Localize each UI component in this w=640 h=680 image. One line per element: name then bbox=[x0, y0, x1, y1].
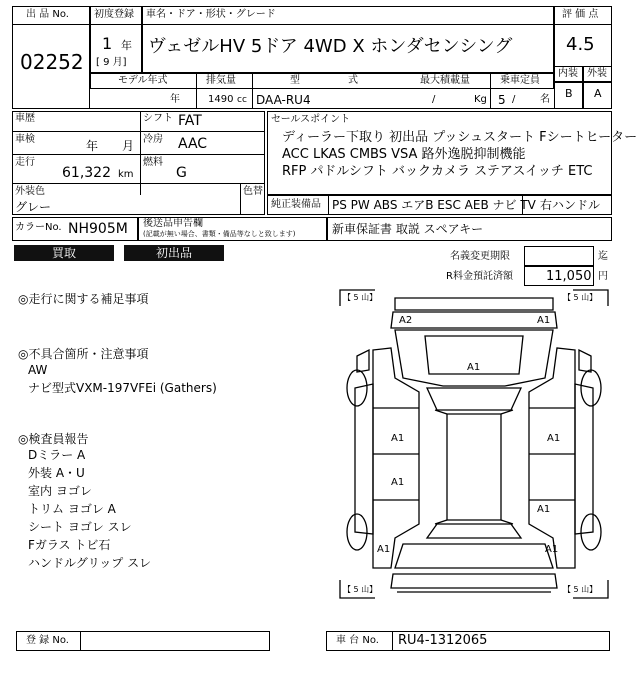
lot-number: 02252 bbox=[20, 50, 84, 74]
color-change-sep bbox=[240, 183, 241, 215]
displacement-label: 排気量 bbox=[206, 75, 236, 86]
mileage-label: 走行 bbox=[15, 157, 35, 168]
ac-value: AAC bbox=[178, 136, 208, 152]
ext-color-label: 外装色 bbox=[15, 186, 45, 197]
first-reg-month: [ 9 月] bbox=[96, 57, 127, 68]
recycle-value: 11,050 bbox=[546, 269, 592, 284]
interior-label: 内装 bbox=[558, 68, 578, 79]
damage-mark: A1 bbox=[377, 544, 391, 555]
car-name-divider bbox=[142, 24, 554, 25]
year-unit: 年 bbox=[121, 39, 132, 52]
damage-mark: A1 bbox=[545, 544, 559, 555]
tire-label-front-right: 【 5 山】 bbox=[563, 293, 598, 302]
score-label: 評 価 点 bbox=[562, 9, 599, 20]
seats-value: 5 bbox=[498, 93, 506, 107]
displacement-unit: cc bbox=[237, 95, 247, 105]
first-reg-label: 初度登録 bbox=[94, 9, 134, 20]
ac-label: 冷房 bbox=[143, 134, 163, 145]
defect-item: ナビ型式VXM-197VFEi (Gathers) bbox=[28, 381, 217, 395]
equipment-label: 純正装備品 bbox=[271, 199, 321, 210]
car-name: ヴェゼルHV 5ドア 4WD X ホンダセンシング bbox=[148, 36, 513, 57]
equipment-sep-2 bbox=[522, 195, 523, 215]
car-damage-diagram bbox=[335, 288, 613, 606]
inspector-item: 外装 A・U bbox=[28, 466, 85, 480]
chassis-label: 車 台 No. bbox=[336, 635, 379, 646]
lot-label: 出 品 No. bbox=[26, 9, 69, 20]
mileage-unit: km bbox=[118, 169, 134, 180]
defects-header: ◎不具合箇所・注意事項 bbox=[18, 347, 149, 361]
spec-sep-1 bbox=[196, 73, 197, 109]
color-no-value: NH905M bbox=[68, 221, 128, 237]
shift-value: FAT bbox=[178, 113, 202, 129]
reg-no-sep bbox=[80, 631, 81, 651]
details-hsep-3 bbox=[12, 183, 265, 184]
interior-grade: B bbox=[565, 87, 573, 100]
tire-label-front-left: 【 5 山】 bbox=[343, 293, 378, 302]
tire-label-rear-left: 【 5 山】 bbox=[343, 585, 378, 594]
fuel-value: G bbox=[176, 165, 187, 181]
chassis-sep bbox=[392, 631, 393, 651]
exterior-label: 外装 bbox=[587, 68, 607, 79]
inspector-item: 室内 ヨゴレ bbox=[28, 484, 92, 498]
tire-label-rear-right: 【 5 山】 bbox=[563, 585, 598, 594]
first-reg-divider bbox=[90, 24, 142, 25]
name-change-field bbox=[524, 246, 594, 266]
inspector-item: ハンドルグリップ スレ bbox=[28, 556, 152, 570]
post-install-label: 後送品申告欄 bbox=[143, 218, 203, 229]
color-no-label: カラーNo. bbox=[15, 222, 62, 233]
post-install-note: (記載が無い場合、書類・備品等なしと致します) bbox=[143, 230, 296, 238]
sales-point-line: RFP パドルシフト バックカメラ ステアスイッチ ETC bbox=[282, 164, 593, 179]
damage-mark: A2 bbox=[399, 315, 413, 326]
details-hsep-2 bbox=[12, 154, 265, 155]
model-code: DAA-RU4 bbox=[256, 93, 311, 107]
reg-no-label: 登 録 No. bbox=[26, 635, 69, 646]
first-listing-bar: 初出品 bbox=[124, 245, 224, 261]
model-year-label: モデル年式 bbox=[118, 75, 168, 86]
capacity-unit: Kg bbox=[474, 94, 487, 105]
inspection-label: 車検 bbox=[15, 134, 35, 145]
first-reg-year: 1 bbox=[102, 34, 113, 53]
model-label-1: 型 bbox=[290, 75, 300, 86]
name-change-unit: 迄 bbox=[598, 251, 608, 262]
details-hsep-1 bbox=[12, 131, 265, 132]
recycle-unit: 円 bbox=[598, 271, 608, 282]
lot-label-divider bbox=[12, 24, 90, 25]
seats-label: 乗車定員 bbox=[500, 75, 540, 86]
damage-mark: A1 bbox=[467, 362, 481, 373]
exterior-grade: A bbox=[594, 87, 602, 100]
sales-points-label: セールスポイント bbox=[271, 114, 351, 125]
score-value: 4.5 bbox=[566, 34, 595, 55]
car-name-label: 車名・ドア・形状・グレード bbox=[146, 9, 276, 20]
ext-color-value: グレー bbox=[15, 200, 52, 214]
damage-mark: A1 bbox=[537, 504, 551, 515]
steering-side: 右ハンドル bbox=[540, 198, 601, 212]
sales-point-line: ACC LKAS CMBS VSA 路外逸脱抑制機能 bbox=[282, 147, 526, 162]
seats-unit: 名 bbox=[540, 94, 550, 105]
recycle-label: R料金預託済額 bbox=[446, 271, 513, 282]
spec-sep-2 bbox=[252, 73, 253, 109]
driving-notes-header: ◎走行に関する補足事項 bbox=[18, 292, 149, 306]
equipment-sep-1 bbox=[328, 195, 329, 215]
defect-item: AW bbox=[28, 363, 48, 377]
warranty-items: 新車保証書 取説 スペアキー bbox=[332, 222, 484, 236]
model-label-2: 式 bbox=[348, 75, 358, 86]
fuel-label: 燃料 bbox=[143, 157, 163, 168]
damage-mark: A1 bbox=[547, 433, 561, 444]
inspector-item: Dミラー A bbox=[28, 448, 86, 462]
color-change-label: 色替 bbox=[243, 186, 263, 197]
damage-mark: A1 bbox=[391, 433, 405, 444]
inspector-header: ◎検査員報告 bbox=[18, 432, 89, 446]
sales-point-line: ディーラー下取り 初出品 プッシュスタート Fシートヒーター bbox=[282, 130, 638, 145]
buy-bar: 買取 bbox=[14, 245, 114, 261]
capacity-label: 最大積載量 bbox=[420, 75, 470, 86]
inspector-item: Fガラス トビ石 bbox=[28, 538, 111, 552]
damage-mark: A1 bbox=[537, 315, 551, 326]
inspection-month: 月 bbox=[122, 139, 135, 153]
inspection-year: 年 bbox=[86, 139, 99, 153]
history-label: 車歴 bbox=[15, 113, 35, 124]
chassis-number: RU4-1312065 bbox=[398, 633, 488, 648]
inspector-item: シート ヨゴレ スレ bbox=[28, 520, 132, 534]
model-year-unit: 年 bbox=[170, 94, 180, 105]
shift-label: シフト bbox=[143, 113, 173, 124]
capacity-slash: / bbox=[432, 94, 436, 105]
mileage-value: 61,322 bbox=[62, 165, 111, 181]
seats-slash: / bbox=[512, 94, 516, 105]
score-divider bbox=[554, 24, 612, 25]
damage-mark: A1 bbox=[391, 477, 405, 488]
equipment-items: PS PW ABS エアB ESC AEB ナビ TV bbox=[332, 198, 536, 212]
inspector-item: トリム ヨゴレ A bbox=[28, 502, 116, 516]
name-change-label: 名義変更期限 bbox=[450, 251, 510, 262]
spec-sep-3 bbox=[490, 73, 491, 109]
displacement-value: 1490 bbox=[208, 94, 234, 105]
